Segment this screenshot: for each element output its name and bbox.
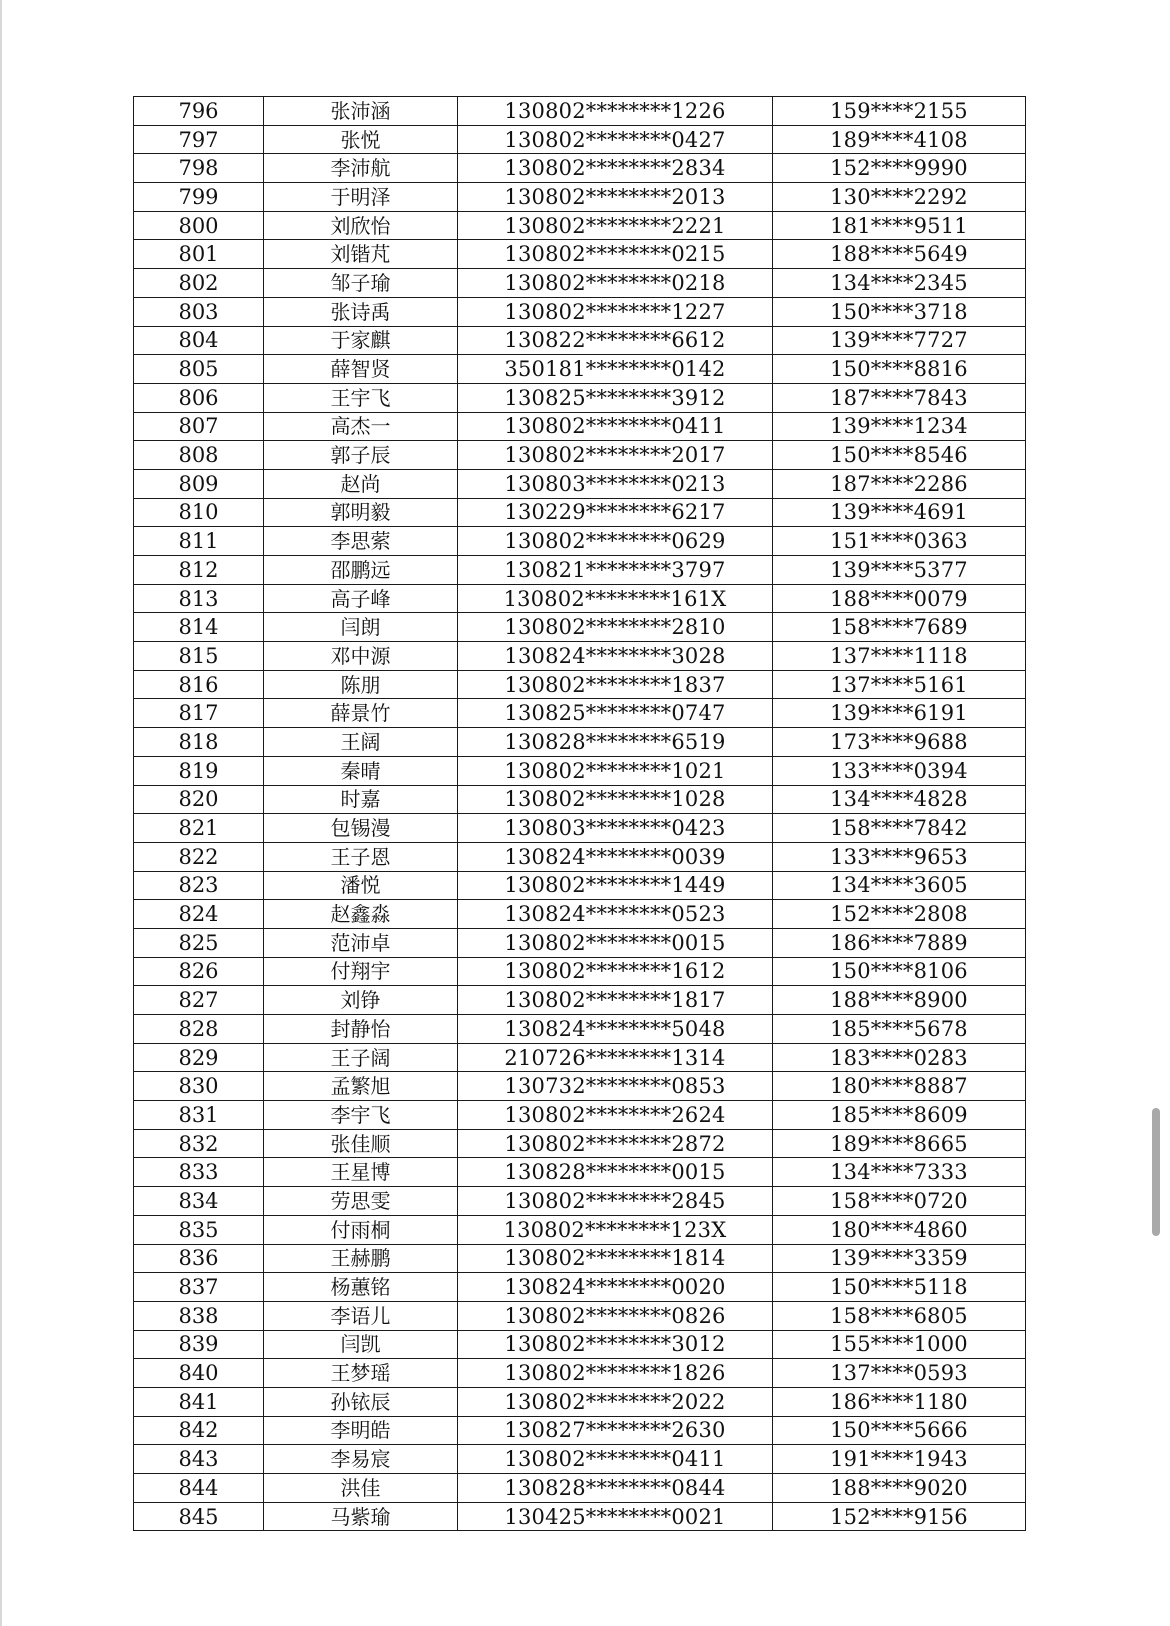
table-row bbox=[134, 756, 1026, 785]
id-number-cell: 130825********3912 bbox=[458, 383, 773, 412]
id-number-cell: 130802********2017 bbox=[458, 441, 773, 470]
id-number-cell: 130802********0215 bbox=[458, 240, 773, 269]
name-cell: 范沛卓 bbox=[264, 928, 458, 957]
phone-cell: 130****2292 bbox=[773, 183, 1026, 212]
name-cell: 李明皓 bbox=[264, 1416, 458, 1445]
id-number-cell: 130802********161X bbox=[458, 584, 773, 613]
id-number-cell: 130802********1837 bbox=[458, 670, 773, 699]
name-cell: 劳思雯 bbox=[264, 1187, 458, 1216]
phone-cell: 137****5161 bbox=[773, 670, 1026, 699]
phone-cell: 139****4691 bbox=[773, 498, 1026, 527]
row-number-cell: 833 bbox=[134, 1158, 264, 1187]
row-number-cell: 831 bbox=[134, 1101, 264, 1130]
phone-cell: 139****7727 bbox=[773, 326, 1026, 355]
id-number-cell: 130802********1826 bbox=[458, 1359, 773, 1388]
name-cell: 赵尚 bbox=[264, 469, 458, 498]
phone-cell: 151****0363 bbox=[773, 527, 1026, 556]
id-number-cell: 130425********0021 bbox=[458, 1502, 773, 1531]
table-row bbox=[134, 412, 1026, 441]
phone-cell: 139****3359 bbox=[773, 1244, 1026, 1273]
row-number-cell: 804 bbox=[134, 326, 264, 355]
row-number-cell: 842 bbox=[134, 1416, 264, 1445]
name-cell: 李宇飞 bbox=[264, 1101, 458, 1130]
phone-cell: 150****8106 bbox=[773, 957, 1026, 986]
name-cell: 于明泽 bbox=[264, 183, 458, 212]
row-number-cell: 796 bbox=[134, 97, 264, 126]
id-number-cell: 130828********0844 bbox=[458, 1474, 773, 1503]
name-cell: 刘锴芃 bbox=[264, 240, 458, 269]
table-row bbox=[134, 383, 1026, 412]
table-row bbox=[134, 1015, 1026, 1044]
table-row bbox=[134, 1416, 1026, 1445]
row-number-cell: 841 bbox=[134, 1387, 264, 1416]
table-row bbox=[134, 670, 1026, 699]
row-number-cell: 839 bbox=[134, 1330, 264, 1359]
id-number-cell: 130802********2834 bbox=[458, 154, 773, 183]
table-row bbox=[134, 441, 1026, 470]
table-row bbox=[134, 269, 1026, 298]
row-number-cell: 829 bbox=[134, 1043, 264, 1072]
id-number-cell: 130803********0213 bbox=[458, 469, 773, 498]
name-cell: 孟繁旭 bbox=[264, 1072, 458, 1101]
row-number-cell: 826 bbox=[134, 957, 264, 986]
id-number-cell: 130824********0039 bbox=[458, 842, 773, 871]
table-row bbox=[134, 642, 1026, 671]
id-number-cell: 130802********0015 bbox=[458, 928, 773, 957]
name-cell: 包锡漫 bbox=[264, 814, 458, 843]
table-row bbox=[134, 527, 1026, 556]
row-number-cell: 811 bbox=[134, 527, 264, 556]
name-cell: 薛景竹 bbox=[264, 699, 458, 728]
id-number-cell: 130802********1028 bbox=[458, 785, 773, 814]
table-row bbox=[134, 871, 1026, 900]
page-left-border bbox=[0, 0, 2, 1626]
name-cell: 赵鑫淼 bbox=[264, 900, 458, 929]
row-number-cell: 810 bbox=[134, 498, 264, 527]
id-number-cell: 130822********6612 bbox=[458, 326, 773, 355]
row-number-cell: 817 bbox=[134, 699, 264, 728]
phone-cell: 139****6191 bbox=[773, 699, 1026, 728]
id-number-cell: 130802********0218 bbox=[458, 269, 773, 298]
table-row bbox=[134, 1101, 1026, 1130]
phone-cell: 180****4860 bbox=[773, 1215, 1026, 1244]
phone-cell: 152****9990 bbox=[773, 154, 1026, 183]
table-row bbox=[134, 154, 1026, 183]
name-cell: 高杰一 bbox=[264, 412, 458, 441]
id-number-cell: 130802********1449 bbox=[458, 871, 773, 900]
phone-cell: 181****9511 bbox=[773, 211, 1026, 240]
name-cell: 刘欣怡 bbox=[264, 211, 458, 240]
name-cell: 闫朗 bbox=[264, 613, 458, 642]
id-number-cell: 130824********0523 bbox=[458, 900, 773, 929]
table-row bbox=[134, 1273, 1026, 1302]
phone-cell: 139****1234 bbox=[773, 412, 1026, 441]
table-row bbox=[134, 1474, 1026, 1503]
table-row bbox=[134, 326, 1026, 355]
row-number-cell: 825 bbox=[134, 928, 264, 957]
id-number-cell: 130802********1817 bbox=[458, 986, 773, 1015]
id-number-cell: 130821********3797 bbox=[458, 556, 773, 585]
name-cell: 王子恩 bbox=[264, 842, 458, 871]
name-cell: 杨蕙铭 bbox=[264, 1273, 458, 1302]
name-cell: 潘悦 bbox=[264, 871, 458, 900]
row-number-cell: 819 bbox=[134, 756, 264, 785]
id-number-cell: 130802********0411 bbox=[458, 412, 773, 441]
name-cell: 王星博 bbox=[264, 1158, 458, 1187]
id-number-cell: 130802********0411 bbox=[458, 1445, 773, 1474]
phone-cell: 189****4108 bbox=[773, 125, 1026, 154]
table-row bbox=[134, 1072, 1026, 1101]
table-row bbox=[134, 183, 1026, 212]
table-row bbox=[134, 297, 1026, 326]
phone-cell: 134****2345 bbox=[773, 269, 1026, 298]
row-number-cell: 801 bbox=[134, 240, 264, 269]
phone-cell: 152****9156 bbox=[773, 1502, 1026, 1531]
phone-cell: 134****4828 bbox=[773, 785, 1026, 814]
table-row bbox=[134, 1215, 1026, 1244]
name-cell: 李语儿 bbox=[264, 1301, 458, 1330]
table-row bbox=[134, 211, 1026, 240]
phone-cell: 191****1943 bbox=[773, 1445, 1026, 1474]
phone-cell: 139****5377 bbox=[773, 556, 1026, 585]
table-row bbox=[134, 728, 1026, 757]
table-row bbox=[134, 1359, 1026, 1388]
phone-cell: 134****7333 bbox=[773, 1158, 1026, 1187]
table-row bbox=[134, 97, 1026, 126]
row-number-cell: 807 bbox=[134, 412, 264, 441]
id-number-cell: 130802********2845 bbox=[458, 1187, 773, 1216]
table-row bbox=[134, 785, 1026, 814]
table-row bbox=[134, 1445, 1026, 1474]
table-row bbox=[134, 1387, 1026, 1416]
table-row bbox=[134, 900, 1026, 929]
row-number-cell: 802 bbox=[134, 269, 264, 298]
table-row bbox=[134, 814, 1026, 843]
table-row bbox=[134, 842, 1026, 871]
table-row bbox=[134, 240, 1026, 269]
row-number-cell: 820 bbox=[134, 785, 264, 814]
phone-cell: 150****5666 bbox=[773, 1416, 1026, 1445]
id-number-cell: 130828********6519 bbox=[458, 728, 773, 757]
id-number-cell: 130803********0423 bbox=[458, 814, 773, 843]
table-row bbox=[134, 699, 1026, 728]
id-number-cell: 130802********2221 bbox=[458, 211, 773, 240]
phone-cell: 188****5649 bbox=[773, 240, 1026, 269]
name-cell: 李思萦 bbox=[264, 527, 458, 556]
name-cell: 闫凯 bbox=[264, 1330, 458, 1359]
name-cell: 张佳顺 bbox=[264, 1129, 458, 1158]
name-cell: 王宇飞 bbox=[264, 383, 458, 412]
name-cell: 洪佳 bbox=[264, 1474, 458, 1503]
row-number-cell: 797 bbox=[134, 125, 264, 154]
id-number-cell: 130802********2810 bbox=[458, 613, 773, 642]
table-row bbox=[134, 1502, 1026, 1531]
phone-cell: 133****9653 bbox=[773, 842, 1026, 871]
table-row bbox=[134, 498, 1026, 527]
row-number-cell: 818 bbox=[134, 728, 264, 757]
name-cell: 王梦瑶 bbox=[264, 1359, 458, 1388]
name-cell: 付翔宇 bbox=[264, 957, 458, 986]
table-row bbox=[134, 125, 1026, 154]
name-cell: 封静怡 bbox=[264, 1015, 458, 1044]
table-row bbox=[134, 469, 1026, 498]
row-number-cell: 828 bbox=[134, 1015, 264, 1044]
table-row bbox=[134, 613, 1026, 642]
name-cell: 秦晴 bbox=[264, 756, 458, 785]
phone-cell: 137****1118 bbox=[773, 642, 1026, 671]
row-number-cell: 838 bbox=[134, 1301, 264, 1330]
name-cell: 刘铮 bbox=[264, 986, 458, 1015]
table-row bbox=[134, 957, 1026, 986]
id-number-cell: 350181********0142 bbox=[458, 355, 773, 384]
id-number-cell: 130229********6217 bbox=[458, 498, 773, 527]
name-cell: 孙铱辰 bbox=[264, 1387, 458, 1416]
row-number-cell: 816 bbox=[134, 670, 264, 699]
row-number-cell: 805 bbox=[134, 355, 264, 384]
row-number-cell: 798 bbox=[134, 154, 264, 183]
row-number-cell: 845 bbox=[134, 1502, 264, 1531]
name-cell: 马紫瑜 bbox=[264, 1502, 458, 1531]
name-cell: 薛智贤 bbox=[264, 355, 458, 384]
row-number-cell: 812 bbox=[134, 556, 264, 585]
phone-cell: 158****7842 bbox=[773, 814, 1026, 843]
vertical-scrollbar-thumb[interactable] bbox=[1152, 1108, 1160, 1236]
name-cell: 张诗禹 bbox=[264, 297, 458, 326]
id-number-cell: 130802********3012 bbox=[458, 1330, 773, 1359]
row-number-cell: 837 bbox=[134, 1273, 264, 1302]
table-row bbox=[134, 1244, 1026, 1273]
name-cell: 邹子瑜 bbox=[264, 269, 458, 298]
id-number-cell: 130802********2022 bbox=[458, 1387, 773, 1416]
phone-cell: 186****1180 bbox=[773, 1387, 1026, 1416]
id-number-cell: 130825********0747 bbox=[458, 699, 773, 728]
phone-cell: 188****8900 bbox=[773, 986, 1026, 1015]
row-number-cell: 832 bbox=[134, 1129, 264, 1158]
id-number-cell: 130802********0629 bbox=[458, 527, 773, 556]
name-cell: 郭子辰 bbox=[264, 441, 458, 470]
id-number-cell: 130802********0826 bbox=[458, 1301, 773, 1330]
row-number-cell: 808 bbox=[134, 441, 264, 470]
id-number-cell: 130827********2630 bbox=[458, 1416, 773, 1445]
phone-cell: 188****0079 bbox=[773, 584, 1026, 613]
phone-cell: 180****8887 bbox=[773, 1072, 1026, 1101]
row-number-cell: 840 bbox=[134, 1359, 264, 1388]
table-row bbox=[134, 1129, 1026, 1158]
row-number-cell: 827 bbox=[134, 986, 264, 1015]
row-number-cell: 843 bbox=[134, 1445, 264, 1474]
id-number-cell: 130824********5048 bbox=[458, 1015, 773, 1044]
name-cell: 付雨桐 bbox=[264, 1215, 458, 1244]
phone-cell: 150****3718 bbox=[773, 297, 1026, 326]
table-row bbox=[134, 1158, 1026, 1187]
row-number-cell: 821 bbox=[134, 814, 264, 843]
roster-table bbox=[133, 96, 1026, 1531]
name-cell: 王子阔 bbox=[264, 1043, 458, 1072]
row-number-cell: 814 bbox=[134, 613, 264, 642]
row-number-cell: 803 bbox=[134, 297, 264, 326]
name-cell: 于家麒 bbox=[264, 326, 458, 355]
table-row bbox=[134, 1043, 1026, 1072]
phone-cell: 150****8816 bbox=[773, 355, 1026, 384]
phone-cell: 173****9688 bbox=[773, 728, 1026, 757]
phone-cell: 133****0394 bbox=[773, 756, 1026, 785]
phone-cell: 152****2808 bbox=[773, 900, 1026, 929]
name-cell: 邵鹏远 bbox=[264, 556, 458, 585]
name-cell: 王阔 bbox=[264, 728, 458, 757]
phone-cell: 158****7689 bbox=[773, 613, 1026, 642]
id-number-cell: 130824********0020 bbox=[458, 1273, 773, 1302]
name-cell: 时嘉 bbox=[264, 785, 458, 814]
id-number-cell: 130802********123X bbox=[458, 1215, 773, 1244]
row-number-cell: 813 bbox=[134, 584, 264, 613]
row-number-cell: 822 bbox=[134, 842, 264, 871]
phone-cell: 134****3605 bbox=[773, 871, 1026, 900]
table-row bbox=[134, 556, 1026, 585]
row-number-cell: 834 bbox=[134, 1187, 264, 1216]
row-number-cell: 835 bbox=[134, 1215, 264, 1244]
phone-cell: 185****5678 bbox=[773, 1015, 1026, 1044]
row-number-cell: 800 bbox=[134, 211, 264, 240]
phone-cell: 159****2155 bbox=[773, 97, 1026, 126]
name-cell: 陈朋 bbox=[264, 670, 458, 699]
id-number-cell: 210726********1314 bbox=[458, 1043, 773, 1072]
id-number-cell: 130824********3028 bbox=[458, 642, 773, 671]
id-number-cell: 130802********2872 bbox=[458, 1129, 773, 1158]
id-number-cell: 130802********2624 bbox=[458, 1101, 773, 1130]
phone-cell: 186****7889 bbox=[773, 928, 1026, 957]
table-row bbox=[134, 928, 1026, 957]
row-number-cell: 809 bbox=[134, 469, 264, 498]
id-number-cell: 130802********1226 bbox=[458, 97, 773, 126]
table-row bbox=[134, 1187, 1026, 1216]
name-cell: 王赫鹏 bbox=[264, 1244, 458, 1273]
phone-cell: 187****2286 bbox=[773, 469, 1026, 498]
phone-cell: 158****6805 bbox=[773, 1301, 1026, 1330]
phone-cell: 137****0593 bbox=[773, 1359, 1026, 1388]
id-number-cell: 130802********1612 bbox=[458, 957, 773, 986]
id-number-cell: 130802********1021 bbox=[458, 756, 773, 785]
table-row bbox=[134, 1330, 1026, 1359]
phone-cell: 158****0720 bbox=[773, 1187, 1026, 1216]
phone-cell: 150****8546 bbox=[773, 441, 1026, 470]
id-number-cell: 130802********1814 bbox=[458, 1244, 773, 1273]
name-cell: 李易宸 bbox=[264, 1445, 458, 1474]
phone-cell: 155****1000 bbox=[773, 1330, 1026, 1359]
phone-cell: 183****0283 bbox=[773, 1043, 1026, 1072]
id-number-cell: 130828********0015 bbox=[458, 1158, 773, 1187]
id-number-cell: 130732********0853 bbox=[458, 1072, 773, 1101]
table-row bbox=[134, 584, 1026, 613]
phone-cell: 150****5118 bbox=[773, 1273, 1026, 1302]
roster-table-body bbox=[134, 97, 1026, 1531]
id-number-cell: 130802********2013 bbox=[458, 183, 773, 212]
table-row bbox=[134, 1301, 1026, 1330]
row-number-cell: 830 bbox=[134, 1072, 264, 1101]
table-row bbox=[134, 355, 1026, 384]
name-cell: 李沛航 bbox=[264, 154, 458, 183]
name-cell: 邓中源 bbox=[264, 642, 458, 671]
id-number-cell: 130802********0427 bbox=[458, 125, 773, 154]
id-number-cell: 130802********1227 bbox=[458, 297, 773, 326]
row-number-cell: 824 bbox=[134, 900, 264, 929]
name-cell: 高子峰 bbox=[264, 584, 458, 613]
name-cell: 郭明毅 bbox=[264, 498, 458, 527]
row-number-cell: 823 bbox=[134, 871, 264, 900]
row-number-cell: 806 bbox=[134, 383, 264, 412]
name-cell: 张悦 bbox=[264, 125, 458, 154]
phone-cell: 187****7843 bbox=[773, 383, 1026, 412]
row-number-cell: 836 bbox=[134, 1244, 264, 1273]
phone-cell: 189****8665 bbox=[773, 1129, 1026, 1158]
phone-cell: 188****9020 bbox=[773, 1474, 1026, 1503]
table-row bbox=[134, 986, 1026, 1015]
name-cell: 张沛涵 bbox=[264, 97, 458, 126]
row-number-cell: 799 bbox=[134, 183, 264, 212]
row-number-cell: 815 bbox=[134, 642, 264, 671]
row-number-cell: 844 bbox=[134, 1474, 264, 1503]
phone-cell: 185****8609 bbox=[773, 1101, 1026, 1130]
